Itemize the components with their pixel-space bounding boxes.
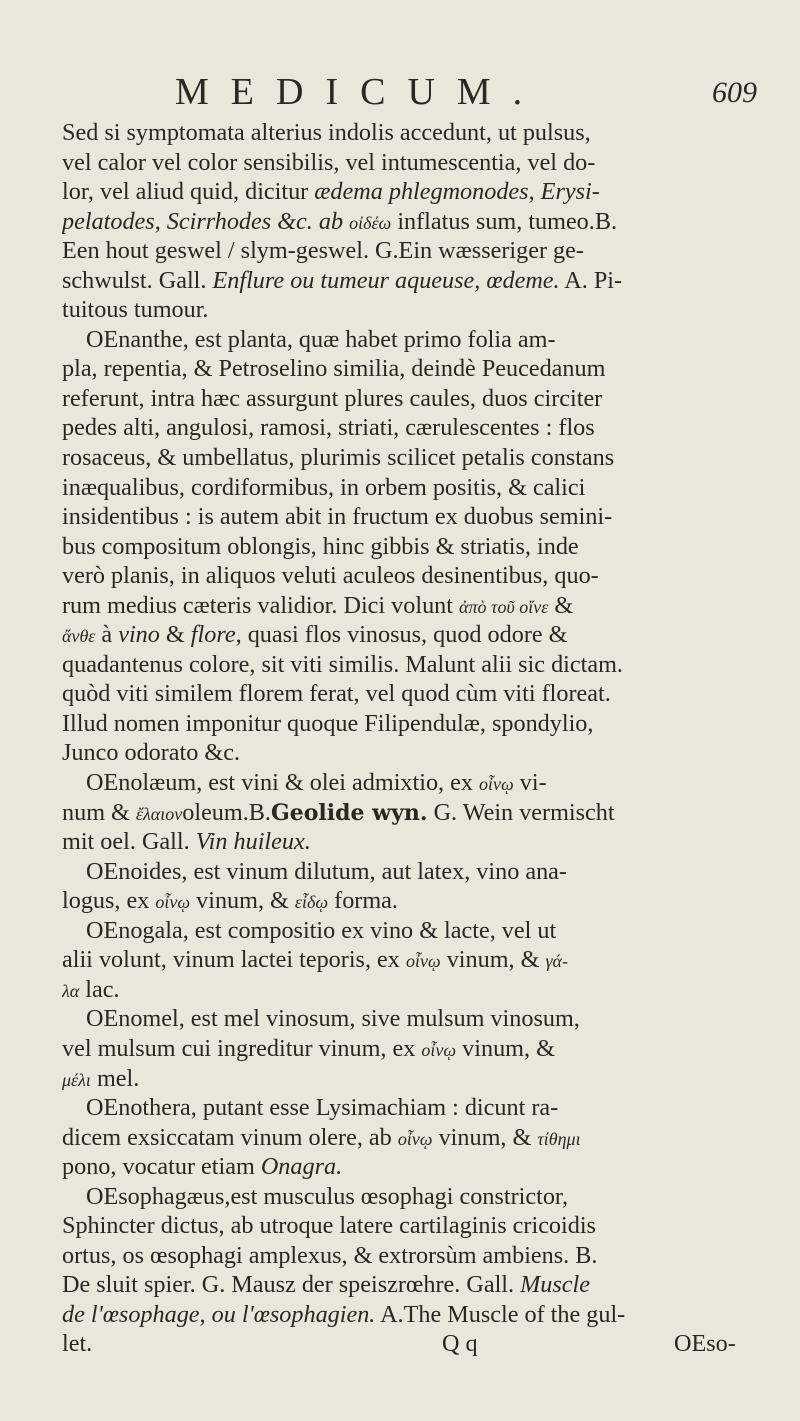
line-text: inflatus sum, tumeo.B. <box>391 207 618 235</box>
line-text: A.The Muscle of the gul- <box>375 1300 626 1328</box>
running-title: MEDICUM. <box>175 71 545 113</box>
text-line <box>62 1300 764 1330</box>
french-term: Vin huileux. <box>195 828 311 856</box>
line-text: & <box>159 621 191 649</box>
text-line: pedes alti, angulosi, ramosi, striati, cærulescentes : flos <box>62 414 595 442</box>
text-line: inæqualibus, cordiformibus, in orbem positis, & calici <box>62 473 586 501</box>
line-text: forma. <box>328 887 398 915</box>
greek-term: οἶνῳ <box>479 774 514 795</box>
text-line <box>62 591 764 621</box>
text-line <box>62 1034 764 1064</box>
line-text: vinum, & <box>456 1034 555 1062</box>
line-text: vel mulsum cui ingreditur vinum, ex <box>62 1034 422 1062</box>
text-line: vel calor vel color sensibilis, vel intumescentia, vel do- <box>62 148 596 176</box>
line-text: schwulst. Gall. <box>62 266 213 294</box>
text-line: Sed si symptomata alterius indolis accedunt, ut pulsus, <box>62 119 591 146</box>
french-term: Muscle <box>520 1271 590 1299</box>
text-line <box>62 1152 764 1182</box>
entry-heading-line <box>62 768 764 798</box>
body-text <box>62 118 764 1359</box>
greek-term: ἀπὸ τοῦ οἴνε <box>459 596 549 617</box>
line-text: A. Pi- <box>559 266 623 294</box>
text-line <box>62 207 764 237</box>
text-line <box>62 1064 764 1094</box>
greek-term: οἶνῳ <box>421 1039 457 1060</box>
latin-term: vino <box>118 621 160 649</box>
text-line: rosaceus, & umbellatus, plurimis scilicet petalis constans <box>62 444 615 472</box>
text-line: insidentibus : is autem abit in fructum ex duobus semini- <box>62 503 613 531</box>
entry-heading-line: OEnomel, est mel vinosum, sive mulsum vinosum, <box>86 1005 580 1033</box>
line-text: G. Wein vermischt <box>427 798 615 826</box>
text-line: referunt, intra hæc assurgunt plures caules, duos circiter <box>62 384 603 412</box>
line-text: vi- <box>513 769 547 797</box>
greek-term: οἶνῳ <box>397 1128 433 1149</box>
line-text: vinum, & <box>432 1123 538 1151</box>
text-line: pla, repentia, & Petroselino similia, deindè Peucedanum <box>62 355 606 383</box>
text-line: Junco odorato &c. <box>62 739 241 767</box>
line-text: dicem exsiccatam vinum olere, ab <box>62 1123 398 1151</box>
line-text: lac. <box>79 975 120 1003</box>
latin-term: ædema phlegmonodes, Erysi- <box>314 178 600 206</box>
text-line: verò planis, in aliquos veluti aculeos desinentibus, quo- <box>62 562 599 590</box>
line-text: pono, vocatur etiam <box>62 1153 261 1181</box>
entry-heading-line: OEsophagæus,est musculus œsophagi constrictor, <box>86 1182 569 1210</box>
text-line <box>62 827 764 857</box>
text-line: tuitous tumour. <box>62 296 209 324</box>
line-text: vinum, & <box>440 946 540 974</box>
french-term: Enflure ou tumeur aqueuse, œdeme. <box>212 266 560 294</box>
latin-term: pelatodes, Scirrhodes &c. ab <box>62 207 350 235</box>
text-line <box>62 266 764 296</box>
greek-term: οἶνῳ <box>155 892 191 913</box>
line-text: & <box>548 591 574 619</box>
text-line <box>62 975 764 1005</box>
dutch-term: Geolide wyn. <box>270 799 428 826</box>
entry-heading-line: OEnogala, est compositio ex vino & lacte, vel ut <box>86 916 557 944</box>
text-line: ortus, os œsophagi amplexus, & extrorsùm ambiens. B. <box>62 1241 598 1269</box>
text-line <box>62 798 764 828</box>
entry-heading-line: OEnanthe, est planta, quæ habet primo folia am- <box>86 325 556 353</box>
line-text: mit oel. Gall. <box>62 828 196 856</box>
line-text: vinum, & <box>190 887 295 915</box>
text-line <box>62 177 764 207</box>
entry-heading-line: OEnothera, putant esse Lysimachiam : dicunt ra- <box>86 1094 559 1122</box>
catchword: OEso- <box>674 1330 736 1358</box>
greek-term: μέλι <box>62 1069 91 1090</box>
line-text: De sluit spier. G. Mausz der speiszrœhre. Gall. <box>62 1271 521 1299</box>
text-line <box>62 1270 764 1300</box>
text-line: Een hout geswel / slym-geswel. G.Ein wæsseriger ge- <box>62 237 584 265</box>
line-text: oleum.B. <box>182 798 271 826</box>
greek-term: λα <box>62 980 80 1001</box>
text-line: Illud nomen imponitur quoque Filipendulæ, spondylio, <box>62 709 594 737</box>
line-text: lor, vel aliud quid, dicitur <box>62 178 315 206</box>
line-text: à <box>95 621 119 649</box>
line-text: alii volunt, vinum lactei teporis, ex <box>62 946 406 974</box>
greek-term: ἄνθε <box>62 626 96 647</box>
text-line <box>62 945 764 975</box>
text-line: quòd viti similem florem ferat, vel quod cùm viti floreat. <box>62 680 611 708</box>
page-number: 609 <box>712 76 757 109</box>
signature-mark: Q q <box>442 1330 478 1358</box>
greek-term: τίθημι <box>537 1128 581 1149</box>
line-text: rum medius cæteris validior. Dici volunt <box>62 591 460 619</box>
text-line <box>62 620 764 650</box>
entry-heading-line: OEnoides, est vinum dilutum, aut latex, vino ana- <box>86 857 567 885</box>
page-header <box>0 70 800 113</box>
text-line <box>62 886 764 916</box>
text-line: Sphincter dictus, ab utroque latere cartilaginis cricoidis <box>62 1212 596 1240</box>
line-text: num & <box>62 798 136 826</box>
text-line <box>62 1329 764 1359</box>
greek-term: οἶνῳ <box>405 951 441 972</box>
greek-term: οἰδέω <box>349 212 392 233</box>
latin-term: flore <box>190 621 236 649</box>
line-text: , quasi flos vinosus, quod odore & <box>235 621 568 649</box>
greek-term: γά- <box>545 951 569 972</box>
greek-term: ἔλαιον <box>135 803 183 824</box>
line-text: let. <box>62 1330 93 1358</box>
text-line: bus compositum oblongis, hinc gibbis & striatis, inde <box>62 532 579 560</box>
text-line: quadantenus colore, sit viti similis. Malunt alii sic dictam. <box>62 650 623 678</box>
greek-term: εἶδῳ <box>294 892 329 913</box>
latin-term: Onagra. <box>260 1153 343 1181</box>
line-text: OEnolæum, est vini & olei admixtio, ex <box>86 769 480 797</box>
text-line <box>62 1123 764 1153</box>
line-text: mel. <box>90 1064 140 1092</box>
french-term: de l'œsophage, ou l'œsophagien. <box>62 1300 376 1328</box>
line-text: logus, ex <box>62 887 156 915</box>
